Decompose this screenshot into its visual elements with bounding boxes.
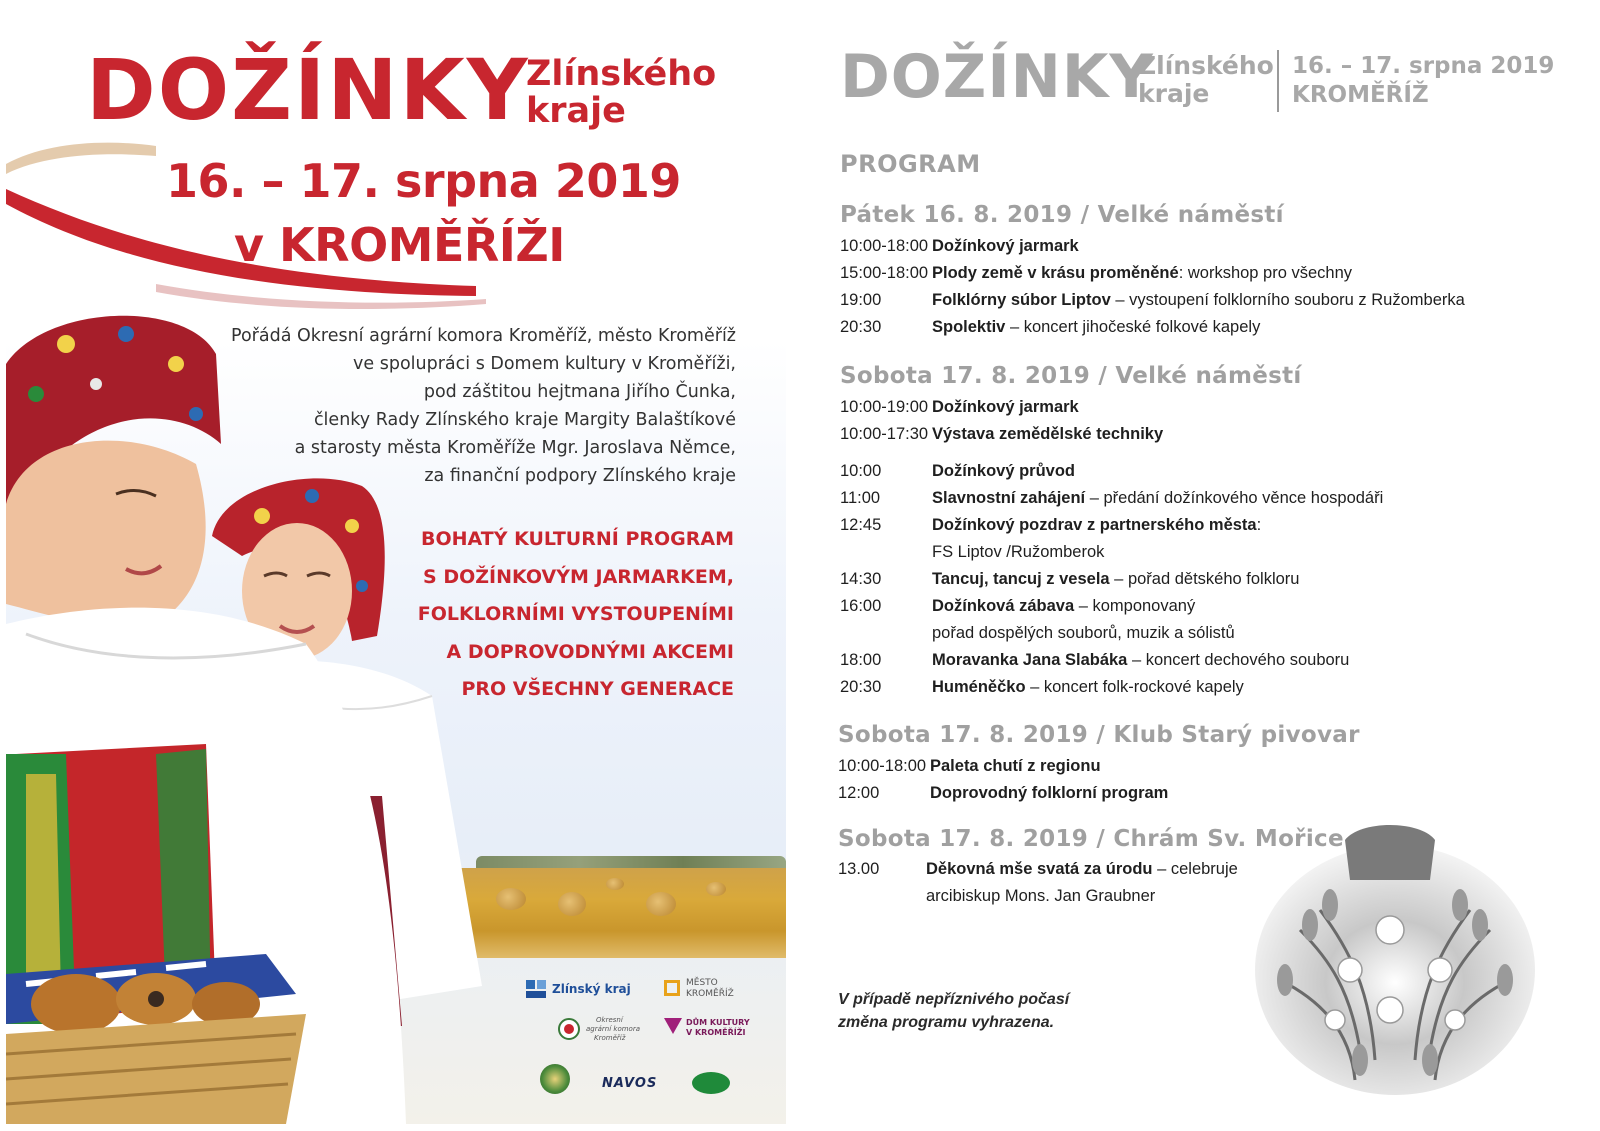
event-time: 14:30 [840,570,882,588]
program-row [838,856,1238,883]
dum-logo-line2: V KROMĚŘÍŽI [686,1028,746,1037]
day-heading: Pátek 16. 8. 2019 / Velké náměstí [840,202,1284,228]
pp-logo [692,1072,730,1094]
event-time: 16:00 [840,597,882,615]
event-title: Doprovodný folklorní program [930,784,1169,802]
event-desc: – koncert jihočeské folkové kapely [1005,318,1261,336]
event-time: 10:00 [840,462,882,480]
event-desc: – komponovaný [1074,597,1196,615]
event-title: Děkovná mše svatá za úrodu [926,860,1153,878]
organizers-line: členky Rady Zlínského kraje Margity Balaštíkové [313,410,736,430]
event-time: 19:00 [840,291,882,309]
event-title: Paleta chutí z regionu [930,757,1101,775]
event-title: Huméněčko [932,678,1026,696]
program-row [840,421,1163,448]
event-desc: – celebruje [1152,860,1238,878]
program-row [840,287,1465,314]
poster-date: 16. – 17. srpna 2019 [166,154,681,208]
hay-bale [646,892,676,916]
program-label: PROGRAM [840,150,981,178]
program-row [840,647,1349,674]
program-row [840,458,1075,485]
highlight-line: A DOPROVODNÝMI AKCEMI [446,640,734,663]
event-title: Tancuj, tancuj z vesela [932,570,1110,588]
program-header-date: 16. – 17. srpna 2019 [1292,53,1555,79]
harvest-wreath-image [1240,820,1540,1105]
program-header-sub-line2: kraje [1138,79,1210,108]
program-row [840,593,1195,620]
program-row [838,780,1168,807]
highlight-line: BOHATÝ KULTURNÍ PROGRAM [420,528,734,550]
event-title: Plody země v krásu proměněné [932,264,1179,282]
hay-bale [706,882,726,896]
hay-bale [606,878,624,890]
program-header-sub [1138,52,1274,108]
oak-logo-line2: agrární komora [586,1025,640,1033]
program-row-continuation [840,539,1104,566]
program-row [840,512,1261,539]
day-heading: Sobota 17. 8. 2019 / Chrám Sv. Mořice [838,826,1344,852]
event-title: Výstava zemědělské techniky [932,425,1164,443]
weather-note-line2: změna programu vyhrazena. [838,1014,1055,1031]
program-row [840,233,1079,260]
poster-city: v KROMĚŘÍŽI [234,218,565,272]
event-title: Dožínkový průvod [932,462,1076,480]
event-time: 10:00-17:30 [840,425,929,443]
program-page [800,0,1600,1131]
event-title: Dožínkový jarmark [932,237,1079,255]
weather-note-line1: V případě nepříznivého počasí [838,991,1070,1008]
poster-title-sub-line2: kraje [526,90,626,131]
event-time: 15:00-18:00 [840,264,929,282]
day-heading: Sobota 17. 8. 2019 / Klub Starý pivovar [838,722,1360,748]
event-time: 20:30 [840,678,882,696]
sponsor-logos [506,964,786,1114]
dum-logo-line1: DŮM KULTURY [686,1018,750,1027]
program-header-title: DOŽÍNKY [840,42,1154,112]
event-desc: – koncert folk-rockové kapely [1025,678,1244,696]
poster-title-main: DOŽÍNKY [86,41,530,139]
program-row [840,394,1079,421]
program-header-city: KROMĚŘÍŽ [1292,82,1429,108]
highlight-line: FOLKLORNÍMI VYSTOUPENÍMI [417,603,734,625]
program-row [840,314,1260,341]
event-time: 10:00-18:00 [840,237,929,255]
organizers-text [176,322,736,490]
event-desc: – vystoupení folklorního souboru z Ružomberka [1110,291,1465,309]
event-desc-continued: arcibiskup Mons. Jan Graubner [926,887,1156,905]
event-desc: – koncert dechového souboru [1127,651,1350,669]
event-poster [6,4,786,1124]
poster-title-sub-line1: Zlínského [526,54,717,94]
event-time: 13.00 [838,860,880,878]
navos-logo: NAVOS [602,1076,658,1091]
organizers-line: za finanční podpory Zlínského kraje [424,466,736,486]
green-round-logo [540,1064,570,1094]
event-desc: : workshop pro všechny [1178,264,1353,282]
oak-logo-line3: Kroměříž [594,1034,626,1042]
poster-title-sub [526,56,716,130]
program-row [840,674,1244,701]
header-divider [1277,50,1279,112]
event-title: Moravanka Jana Slabáka [932,651,1128,669]
zlinsky-kraj-logo-text: Zlínský kraj [552,982,631,996]
event-title: Dožínkový jarmark [932,398,1079,416]
mesto-logo-line1: MĚSTO [686,978,718,988]
program-header-date-block [1292,52,1554,110]
day-heading: Sobota 17. 8. 2019 / Velké náměstí [840,363,1302,389]
oak-logo-line1: Okresní [596,1016,623,1024]
hay-bale [558,892,586,916]
event-time: 10:00-19:00 [840,398,929,416]
event-title: Dožínková zábava [932,597,1075,615]
event-title: Slavnostní zahájení [932,489,1086,507]
organizers-line: Pořádá Okresní agrární komora Kroměříž, město Kroměříž [231,326,736,346]
program-header-sub-line1: Zlínského [1138,51,1274,80]
program-row [840,485,1383,512]
event-desc-continued: pořad dospělých souborů, muzik a sólistů [932,624,1235,642]
organizers-line: pod záštitou hejtmana Jiřího Čunka, [423,382,736,402]
highlight-line: S DOŽÍNKOVÝM JARMARKEM, [423,565,734,588]
program-row-continuation [838,883,1155,910]
event-title: Spolektiv [932,318,1006,336]
bread-basket [6,954,306,1124]
event-time: 12:45 [840,516,882,534]
highlight-line: PRO VŠECHNY GENERACE [461,678,734,700]
organizers-line: a starosty města Kroměříže Mgr. Jaroslava Němce, [294,438,736,458]
program-row [838,753,1101,780]
event-desc-continued: FS Liptov /Ružomberok [932,543,1105,561]
event-title: Dožínkový pozdrav z partnerského města [932,516,1257,534]
organizers-line: ve spolupráci s Domem kultury v Kroměříži, [353,354,736,374]
event-desc: : [1256,516,1262,534]
event-time: 12:00 [838,784,880,802]
event-desc: – pořad dětského folkloru [1109,570,1300,588]
mesto-logo-line2: KROMĚŘÍŽ [686,989,734,999]
weather-note [838,988,1069,1034]
program-row [840,260,1352,287]
program-highlights [334,521,734,709]
event-time: 18:00 [840,651,882,669]
event-title: Folklórny súbor Liptov [932,291,1111,309]
program-row [840,566,1299,593]
event-desc: – předání dožínkového věnce hospodáři [1085,489,1384,507]
event-time: 10:00-18:00 [838,757,927,775]
event-time: 11:00 [840,489,881,507]
program-row-continuation [840,620,1235,647]
event-time: 20:30 [840,318,882,336]
